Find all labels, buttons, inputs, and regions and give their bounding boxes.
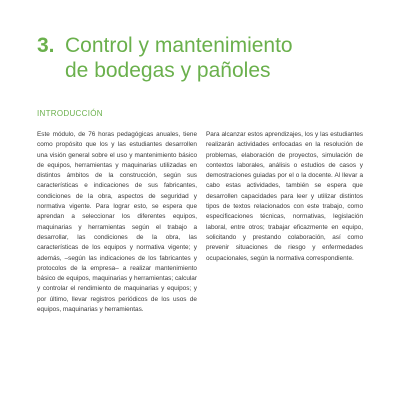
chapter-title-text-1: Control y mantenimiento — [65, 34, 293, 57]
chapter-title-line-2: de bodegas y pañoles — [65, 59, 271, 82]
intro-paragraph-left: Este módulo, de 76 horas pedagógicas anuales, tiene como propósito que los y las estudiantes desarrollen una visión general sobre el uso y mantenimiento básico de equipos, herramientas y maquinarias utilizadas en distintos ámbitos de la construcción, según sus características e indicaciones de sus fabricantes, condiciones de la obra, aspectos de seguridad y normativa vigente. Para lograr esto, se espera que aprendan a seleccionar los diferentes equipos, maquinarias y herramientas según el trabajo a desarrollar, las condiciones de la obra, las características de los equipos y normativa vigente; y además, –según las indicaciones de los fabricantes y protocolos de la empresa– a realizar mantenimiento básico de equipos, maquinarias y herramientas; calcular y controlar el rendimiento de maquinarias y equipos; y por último, llevar registros periódicos de los usos de equipos, maquinarias y herramientas. — [37, 131, 197, 314]
body-column-left — [37, 130, 197, 315]
chapter-heading — [37, 33, 377, 83]
section-label-introduccion: INTRODUCCIÓN — [37, 109, 103, 118]
body-column-right — [206, 130, 363, 264]
intro-paragraph-right: Para alcanzar estos aprendizajes, los y las estudiantes realizarán actividades enfocadas en la resolución de problemas, elaboración de proyectos, simulación de contextos laborales, análisis o estudios de casos y demostraciones guiadas por el o la docente. Al llevar a cabo estas actividades, también se espera que desarrollen capacidades para leer y utilizar distintos tipos de textos relacionados con este trabajo, como especificaciones técnicas, normativas, legislación laboral, entre otros; trabajar eficazmente en equipo, solicitando y prestando colaboración, así como prevenir situaciones de riesgo y enfermedades ocupacionales, según la normativa correspondiente. — [206, 131, 363, 262]
chapter-title-line-1 — [37, 33, 377, 58]
chapter-number: 3. — [37, 34, 55, 57]
